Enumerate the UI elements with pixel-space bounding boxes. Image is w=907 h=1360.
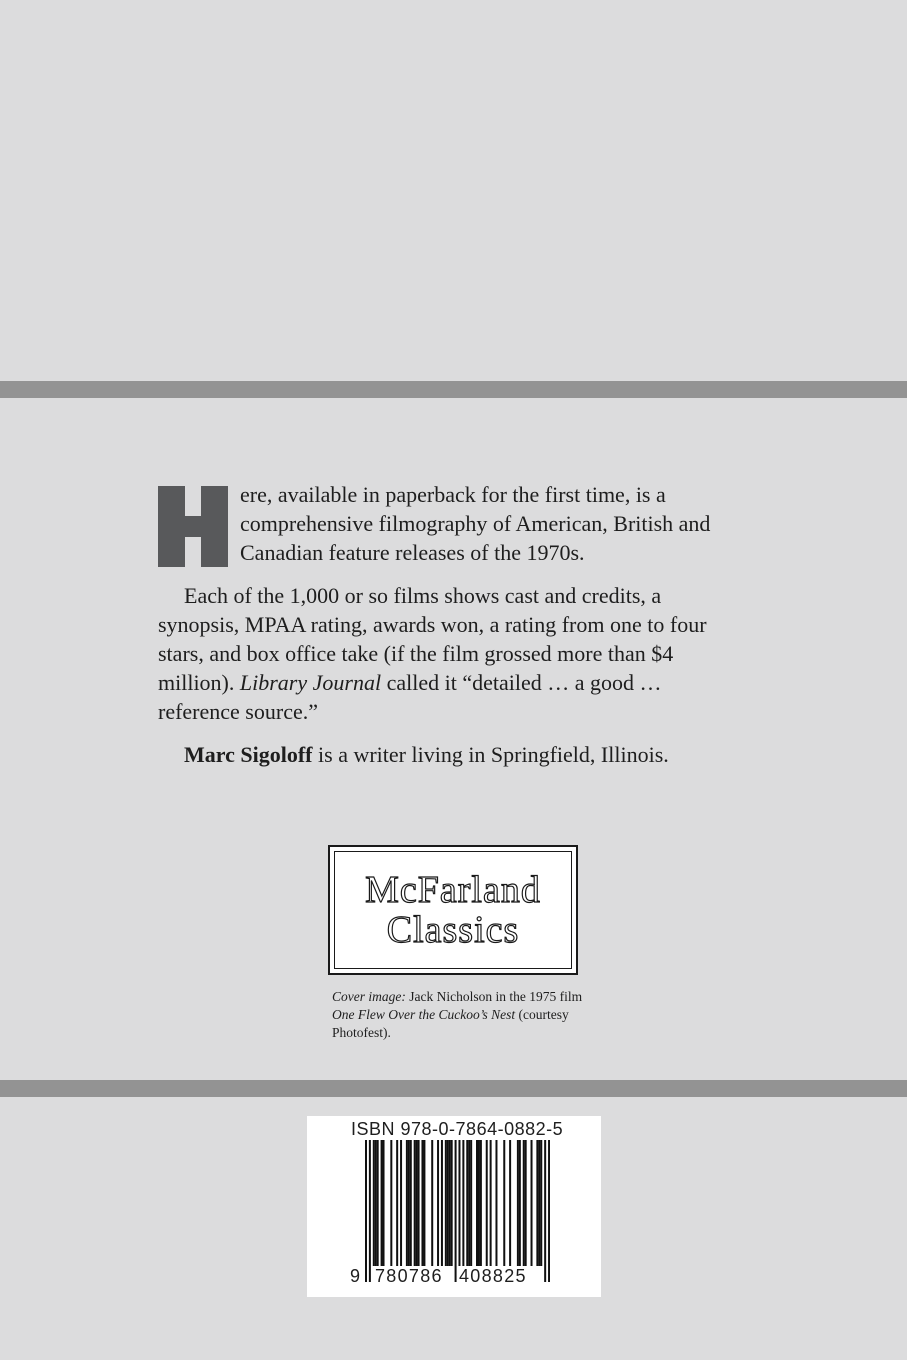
barcode-bar — [486, 1140, 488, 1266]
isbn-barcode-panel — [307, 1116, 601, 1297]
barcode-bar — [396, 1140, 398, 1266]
blurb — [158, 480, 718, 769]
top-divider-band — [0, 381, 907, 398]
barcode-bar — [445, 1140, 447, 1266]
barcode-bar — [431, 1140, 433, 1266]
barcode-bar — [490, 1140, 492, 1266]
barcode-bar — [365, 1140, 367, 1282]
barcode-bar — [458, 1140, 460, 1282]
journal-name: Library Journal — [239, 670, 382, 695]
barcode-bar — [455, 1140, 457, 1282]
logo-line-1: McFarland — [365, 869, 541, 911]
blurb-paragraph-2: Each of the 1,000 or so films shows cast and credits, a synopsis, MPAA rating, awards won, a rating from one to four stars, and box office take (if the film grossed more than $4 million). Library Journal called it “detailed … a good … reference source.” — [158, 583, 707, 724]
barcode-bar — [536, 1140, 538, 1266]
barcode-bar — [517, 1140, 519, 1266]
barcode-bar — [548, 1140, 550, 1282]
barcode-bar — [480, 1140, 482, 1266]
barcode-bar — [468, 1140, 470, 1266]
barcode-bar — [423, 1140, 425, 1266]
barcode-bar — [462, 1140, 464, 1266]
author-bio: Marc Sigoloff is a writer living in Springfield, Illinois. — [184, 742, 669, 767]
barcode-bar — [451, 1140, 453, 1266]
barcode-bar — [408, 1140, 410, 1266]
barcode-bar — [410, 1140, 412, 1266]
barcode-bar — [414, 1140, 416, 1266]
barcode-bar — [509, 1140, 511, 1266]
barcode-bar — [519, 1140, 521, 1266]
barcode-bar — [377, 1140, 379, 1266]
barcode-bar — [400, 1140, 402, 1266]
barcode-bar — [470, 1140, 472, 1266]
barcode-bar — [418, 1140, 420, 1266]
barcode-bar — [441, 1140, 443, 1266]
barcode-digits-right: 408825 — [459, 1266, 527, 1286]
isbn-label: ISBN 978-0-7864-0882-5 — [351, 1119, 564, 1139]
barcode-bar — [540, 1140, 542, 1266]
cover-image-caption: Cover image: Jack Nicholson in the 1975 film One Flew Over the Cuckoo’s Nest (courtesy Photofest). — [332, 989, 583, 1040]
barcode-bar — [523, 1140, 525, 1266]
barcode-bar — [416, 1140, 418, 1266]
barcode-bar — [478, 1140, 480, 1266]
blurb-paragraph-1: ere, available in paperback for the first time, is a comprehensive filmography of American, British and Canadian feature releases of the 1970s. — [240, 482, 711, 565]
barcode-bar — [383, 1140, 385, 1266]
barcode-bar — [437, 1140, 439, 1266]
barcode-bar — [406, 1140, 408, 1266]
bottom-divider-band — [0, 1080, 907, 1097]
barcode-bar — [538, 1140, 540, 1266]
author-name: Marc Sigoloff — [184, 742, 313, 767]
barcode-digit-first: 9 — [350, 1266, 362, 1286]
mcfarland-classics-logo — [328, 845, 578, 975]
barcode-bar — [390, 1140, 392, 1266]
barcode-bar — [503, 1140, 505, 1266]
barcode-bar — [421, 1140, 423, 1266]
film-title: One Flew Over the Cuckoo’s Nest — [332, 1007, 516, 1022]
barcode-bar — [381, 1140, 383, 1266]
barcode-bar — [531, 1140, 533, 1266]
logo-line-2: Classics — [386, 909, 520, 951]
barcode-bar — [369, 1140, 371, 1282]
barcode-bar — [544, 1140, 546, 1282]
barcode-bar — [495, 1140, 497, 1266]
barcode-digits-left: 780786 — [375, 1266, 443, 1286]
drop-cap — [158, 486, 228, 567]
barcode-bar — [449, 1140, 451, 1266]
barcode-bar — [466, 1140, 468, 1266]
barcode-bar — [525, 1140, 527, 1266]
barcode-bar — [375, 1140, 377, 1266]
barcode-bar — [476, 1140, 478, 1266]
barcode-icon — [365, 1140, 550, 1282]
barcode-bar — [373, 1140, 375, 1266]
barcode-bar — [447, 1140, 449, 1266]
